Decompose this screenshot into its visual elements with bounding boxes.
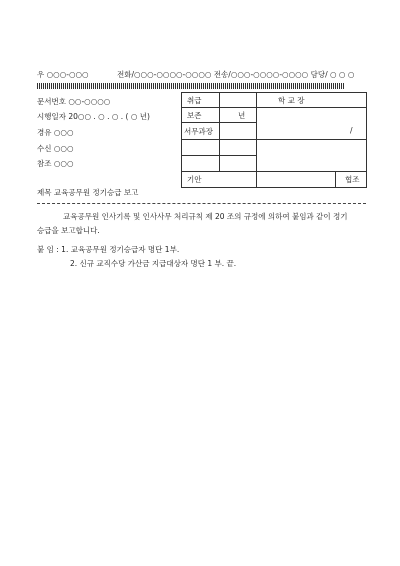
reference-field: 참조 ○○○: [37, 159, 74, 168]
recipient-field: 수신 ○○○: [37, 144, 74, 153]
contact-info: 전화/○○○-○○○○-○○○○ 전송/○○○-○○○○-○○○○ 담당/ ○ ○ ○: [117, 70, 355, 79]
keep-label: 보존: [187, 111, 202, 120]
receive-label: 취급: [187, 96, 202, 105]
principal-label: 학 교 장: [278, 96, 305, 105]
date-slash: /: [350, 126, 353, 135]
body-line-1: 교육공무원 인사기록 및 인사사무 처리규칙 제 20 조의 규정에 의하여 붙임과 같이 정기: [63, 212, 348, 221]
attachment-1: 붙 임 : 1. 교육공무원 정기승급자 명단 1부.: [37, 245, 180, 254]
body-line-2: 승급을 보고합니다.: [37, 226, 100, 235]
postal-code: 우 ○○○-○○○: [37, 70, 89, 79]
cooperation-label: 협조: [345, 175, 360, 184]
subject-line: 제목 교육공무원 정기승급 보고: [37, 188, 139, 197]
via-field: 경유 ○○○: [37, 128, 74, 137]
drafter-label: 기안: [187, 175, 202, 184]
attachment-2: 2. 신규 교직수당 가산금 지급대상자 명단 1 부. 끝.: [70, 259, 237, 268]
barcode-strip: [37, 83, 344, 89]
doc-number: 문서번호 ○○-○○○○: [37, 97, 111, 106]
director-label: 서무과장: [184, 127, 213, 136]
issue-date: 시행일자 20○○ . ○ . ○ . ( ○ 년): [37, 112, 150, 121]
keep-unit: 년: [238, 111, 246, 120]
subject-divider: [37, 203, 366, 204]
